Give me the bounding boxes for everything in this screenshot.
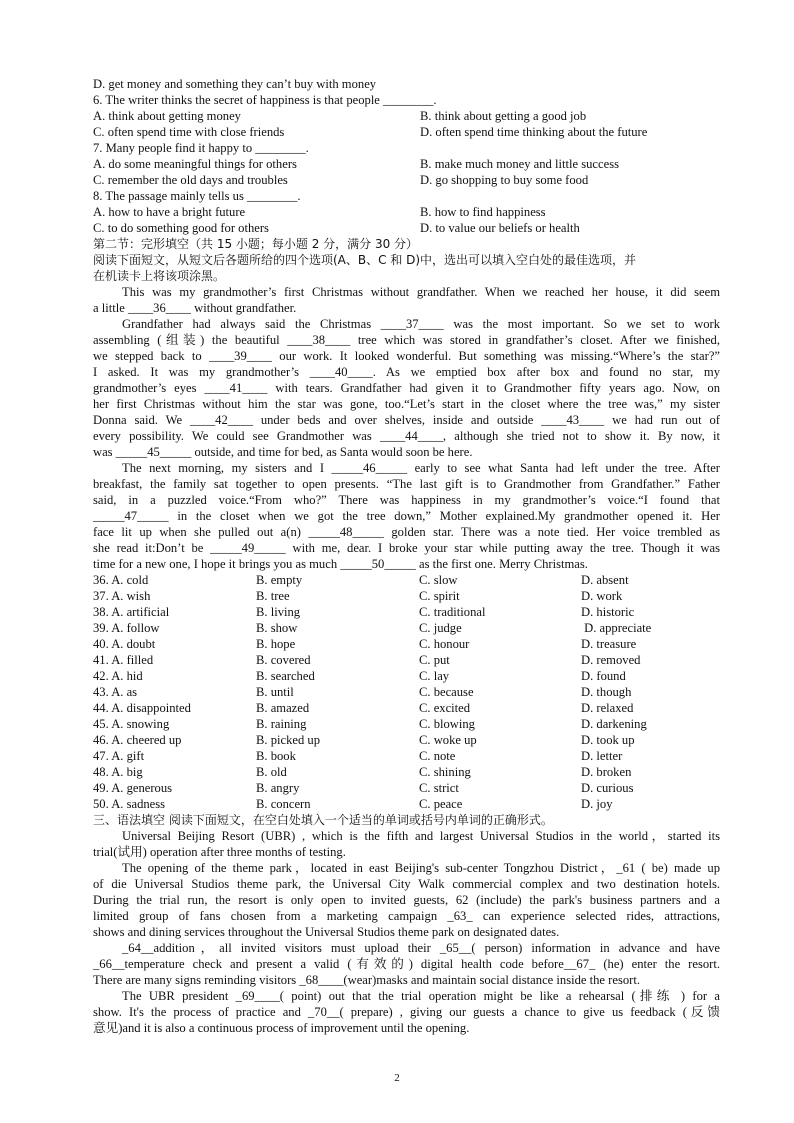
cloze-para-2	[93, 316, 720, 460]
cloze-option[interactable]: B. hope	[256, 637, 296, 651]
q7-option-d[interactable]: D. go shopping to buy some food	[420, 173, 589, 187]
grammar-para-4-line: 意见)and it is also a continuous process of improvement until the opening.	[93, 1021, 470, 1035]
cloze-option[interactable]: 50. A. sadness	[93, 797, 166, 811]
cloze-option[interactable]: 47. A. gift	[93, 749, 145, 763]
cloze-option[interactable]: 48. A. big	[93, 765, 143, 779]
cloze-option[interactable]: D. absent	[581, 573, 629, 587]
q6-option-a[interactable]: A. think about getting money	[93, 109, 241, 123]
grammar-para-3	[93, 940, 720, 988]
cloze-option[interactable]: D. relaxed	[581, 701, 634, 715]
q7-option-a[interactable]: A. do some meaningful things for others	[93, 157, 297, 171]
cloze-heading: 第二节：完形填空（共 15 小题；每小题 2 分，满分 30 分）	[93, 237, 419, 251]
cloze-para-3-line: The next morning, my sisters and I _____46_____ early to see what Santa had left under the tree. After	[122, 461, 720, 475]
cloze-option[interactable]: 49. A. generous	[93, 781, 173, 795]
grammar-para-2-line: of die Universal Studios theme park, the Universal City Walk commercial complex and two destination hotels.	[93, 877, 720, 891]
q8-option-a[interactable]: A. how to have a bright future	[93, 205, 246, 219]
cloze-option[interactable]: C. excited	[419, 701, 471, 715]
cloze-para-3-line: said, in a puzzled voice.“From who?” There was happiness in my grandmother’s voice.“I found that	[93, 493, 720, 507]
q6-option-b[interactable]: B. think about getting a good job	[420, 109, 587, 123]
cloze-para-2-line: Donna said. We ____42____ under beds and over shelves, inside and outside ____43____ we had run out of	[93, 413, 720, 427]
cloze-text: a little	[93, 301, 128, 315]
cloze-para-2-line: was _____45_____ outside, and time for bed, as Santa would soon be here.	[93, 445, 473, 459]
cloze-option[interactable]: C. note	[419, 749, 456, 763]
cloze-para-3-line: _____47_____ in the closet when we got the tree down,” Mother explained.My grandmother opened it. Her	[93, 509, 720, 523]
grammar-para-2-line: The opening of the theme park，located in east Beijing's sub-center Tongzhou District，_61 ( be) made up	[122, 861, 720, 875]
cloze-option[interactable]: D. took up	[581, 733, 635, 747]
cloze-option[interactable]: C. woke up	[419, 733, 477, 747]
cloze-option[interactable]: B. raining	[256, 717, 307, 731]
cloze-para-3-line: breakfast, the family sat together to open presents. “The last gift is to Grandmother from Grandfather.” Father	[93, 477, 720, 491]
q7-stem: 7. Many people find it happy to ________.	[93, 141, 309, 155]
cloze-option[interactable]: D. historic	[581, 605, 635, 619]
grammar-para-3-line: _66__temperature check and present a valid (有效的) digital health code before__67_ (he) enter the resort.	[93, 957, 720, 971]
q6-option-c[interactable]: C. often spend time with close friends	[93, 125, 285, 139]
cloze-option[interactable]: D. removed	[581, 653, 641, 667]
cloze-option[interactable]: 38. A. artificial	[93, 605, 170, 619]
cloze-option[interactable]: D. appreciate	[581, 621, 652, 635]
grammar-para-3-line: _64__addition，all invited visitors must upload their _65__( person) information in advance and have	[122, 941, 720, 955]
cloze-option[interactable]: D. found	[581, 669, 626, 683]
cloze-option[interactable]: B. old	[256, 765, 287, 779]
cloze-option[interactable]: B. living	[256, 605, 301, 619]
page-number: 2	[394, 1072, 400, 1084]
cloze-option[interactable]: C. traditional	[419, 605, 486, 619]
cloze-option[interactable]: C. put	[419, 653, 450, 667]
cloze-option[interactable]: D. curious	[581, 781, 634, 795]
cloze-option[interactable]: B. tree	[256, 589, 290, 603]
cloze-option[interactable]: D. though	[581, 685, 632, 699]
cloze-option[interactable]: C. blowing	[419, 717, 475, 731]
q8-options	[93, 204, 720, 236]
grammar-para-2-line: During the trial run, the resort is only open to invited guests, 62 (include) the park's business partners and a	[93, 893, 720, 907]
cloze-para-2-line: I asked. It was my grandmother’s ____40____. As we emptied box after box and found no star, my	[93, 365, 720, 379]
cloze-option[interactable]: C. shining	[419, 765, 471, 779]
cloze-option[interactable]: 43. A. as	[93, 685, 138, 699]
cloze-option[interactable]: B. searched	[256, 669, 315, 683]
cloze-option[interactable]: B. empty	[256, 573, 303, 587]
grammar-para-1-line: trial(试用) operation after three months of testing.	[93, 845, 346, 859]
cloze-instruction-line-2: 在机读卡上将该项涂黑。	[93, 269, 226, 283]
exam-page	[93, 76, 720, 1036]
cloze-option[interactable]: D. letter	[581, 749, 623, 763]
cloze-option[interactable]: 36. A. cold	[93, 573, 149, 587]
q6-stem: 6. The writer thinks the secret of happiness is that people ________.	[93, 93, 437, 107]
cloze-option[interactable]: 46. A. cheered up	[93, 733, 182, 747]
cloze-para-2-line: grandmother’s eyes ____41____ with tears. Grandfather had given it to Grandmother fifty years ago. Now, on	[93, 381, 720, 395]
cloze-option[interactable]: C. lay	[419, 669, 450, 683]
cloze-option[interactable]: C. judge	[419, 621, 462, 635]
cloze-para-2-line: her first Christmas without him the star was gone, too.“Let’s start in the closet where the tree was,” my sister	[93, 397, 720, 411]
cloze-option[interactable]: D. broken	[581, 765, 632, 779]
grammar-para-4-line: The UBR president _69____( point) out that the trial operation might be like a rehearsal (排练 ) for a	[122, 989, 720, 1003]
cloze-text: without grandfather.	[190, 301, 297, 315]
cloze-para-3-line: time for a new one, I hope it brings you as much _____50_____ as the first one. Merry Christmas.	[93, 557, 588, 571]
cloze-option[interactable]: 40. A. doubt	[93, 637, 156, 651]
cloze-option[interactable]: B. concern	[256, 797, 311, 811]
grammar-para-2	[93, 860, 720, 940]
cloze-para-3	[93, 460, 720, 572]
cloze-option[interactable]: 42. A. hid	[93, 669, 143, 683]
q7-option-b[interactable]: B. make much money and little success	[420, 157, 620, 171]
grammar-para-4	[93, 988, 720, 1036]
cloze-option[interactable]: B. amazed	[256, 701, 310, 715]
cloze-para-2-line: we stepped back to ____39____ our work. It looked wonderful. But something was missing.“Where’s the star?”	[93, 349, 720, 363]
grammar-para-2-line: shows and dining services throughout the Universal Studios theme park on designated dates.	[93, 925, 560, 939]
q5-option-d: D. get money and something they can’t buy with money	[93, 77, 377, 91]
cloze-option[interactable]: B. picked up	[256, 733, 321, 747]
cloze-option[interactable]: C. spirit	[419, 589, 460, 603]
q6-options	[93, 108, 720, 140]
cloze-para-1-line-1: This was my grandmother’s first Christmas without grandfather. When we reached her house, it did seem	[122, 285, 720, 299]
grammar-para-1	[93, 828, 720, 860]
q7-options	[93, 156, 720, 188]
grammar-para-1-line: Universal Beijing Resort (UBR) , which is the fifth and largest Universal Studios in the world，started its	[122, 829, 720, 843]
cloze-para-2-line: Grandfather had always said the Christmas ____37____ was the most important. So we set to work	[122, 317, 720, 331]
cloze-option[interactable]: D. joy	[581, 797, 613, 811]
cloze-option[interactable]: B. until	[256, 685, 294, 699]
cloze-option[interactable]: D. treasure	[581, 637, 637, 651]
cloze-option[interactable]: 45. A. snowing	[93, 717, 170, 731]
cloze-option[interactable]: C. slow	[419, 573, 458, 587]
cloze-option[interactable]: B. angry	[256, 781, 300, 795]
cloze-option[interactable]: C. strict	[419, 781, 459, 795]
cloze-para-3-line: face lit up when she pulled out a(n) _____48_____ golden star. There was a note tied. Her voice trembled as	[93, 525, 720, 539]
grammar-para-4-line: show. It's the process of practice and _70__( prepare) , giving our guests a chance to give us feedback (反馈	[93, 1005, 720, 1019]
q7-option-c[interactable]: C. remember the old days and troubles	[93, 173, 288, 187]
cloze-para-3-line: she read it:Don’t be _____49_____ with me, dear. I broke your star while putting away the tree. Though it was	[93, 541, 720, 555]
grammar-para-2-line: limited group of fans chosen from a marketing campaign _63_ can experience selected rides, attractions,	[93, 909, 720, 923]
cloze-option[interactable]: C. because	[419, 685, 474, 699]
q6-option-d[interactable]: D. often spend time thinking about the future	[420, 125, 648, 139]
grammar-heading: 三、语法填空 阅读下面短文，在空白处填入一个适当的单词或括号内单词的正确形式。	[93, 813, 553, 827]
cloze-para-2-line: every possibility. We could see Grandmother was ____44____, although she tried not to show it. By now, it	[93, 429, 720, 443]
cloze-option[interactable]: B. covered	[256, 653, 311, 667]
cloze-para-2-line: assembling (组装) the beautiful ____38____ tree which was stored in grandfather’s closet. After we finished,	[93, 333, 720, 347]
q8-option-c[interactable]: C. to do something good for others	[93, 221, 269, 235]
grammar-para-3-line: There are many signs reminding visitors _68____(wear)masks and maintain social distance inside the resort.	[93, 973, 640, 987]
cloze-option[interactable]: C. peace	[419, 797, 463, 811]
cloze-option[interactable]: D. work	[581, 589, 623, 603]
cloze-options-table	[93, 572, 720, 812]
cloze-para-1-line-2	[93, 300, 720, 316]
blank-36[interactable]: ____36____	[127, 301, 191, 315]
cloze-option[interactable]: D. darkening	[581, 717, 647, 731]
cloze-instruction-line-1: 阅读下面短文，从短文后各题所给的四个选项(A、B、C 和 D)中，选出可以填入空白处的最佳选项，并	[93, 253, 637, 267]
cloze-option[interactable]: C. honour	[419, 637, 470, 651]
cloze-option[interactable]: 37. A. wish	[93, 589, 151, 603]
cloze-option[interactable]: B. book	[256, 749, 296, 763]
cloze-option[interactable]: 44. A. disappointed	[93, 701, 191, 715]
q8-stem: 8. The passage mainly tells us ________.	[93, 189, 301, 203]
cloze-option[interactable]: 39. A. follow	[93, 621, 160, 635]
cloze-option[interactable]: 41. A. filled	[93, 653, 154, 667]
q8-option-d[interactable]: D. to value our beliefs or health	[420, 221, 580, 235]
cloze-option[interactable]: B. show	[256, 621, 298, 635]
q8-option-b[interactable]: B. how to find happiness	[420, 205, 546, 219]
